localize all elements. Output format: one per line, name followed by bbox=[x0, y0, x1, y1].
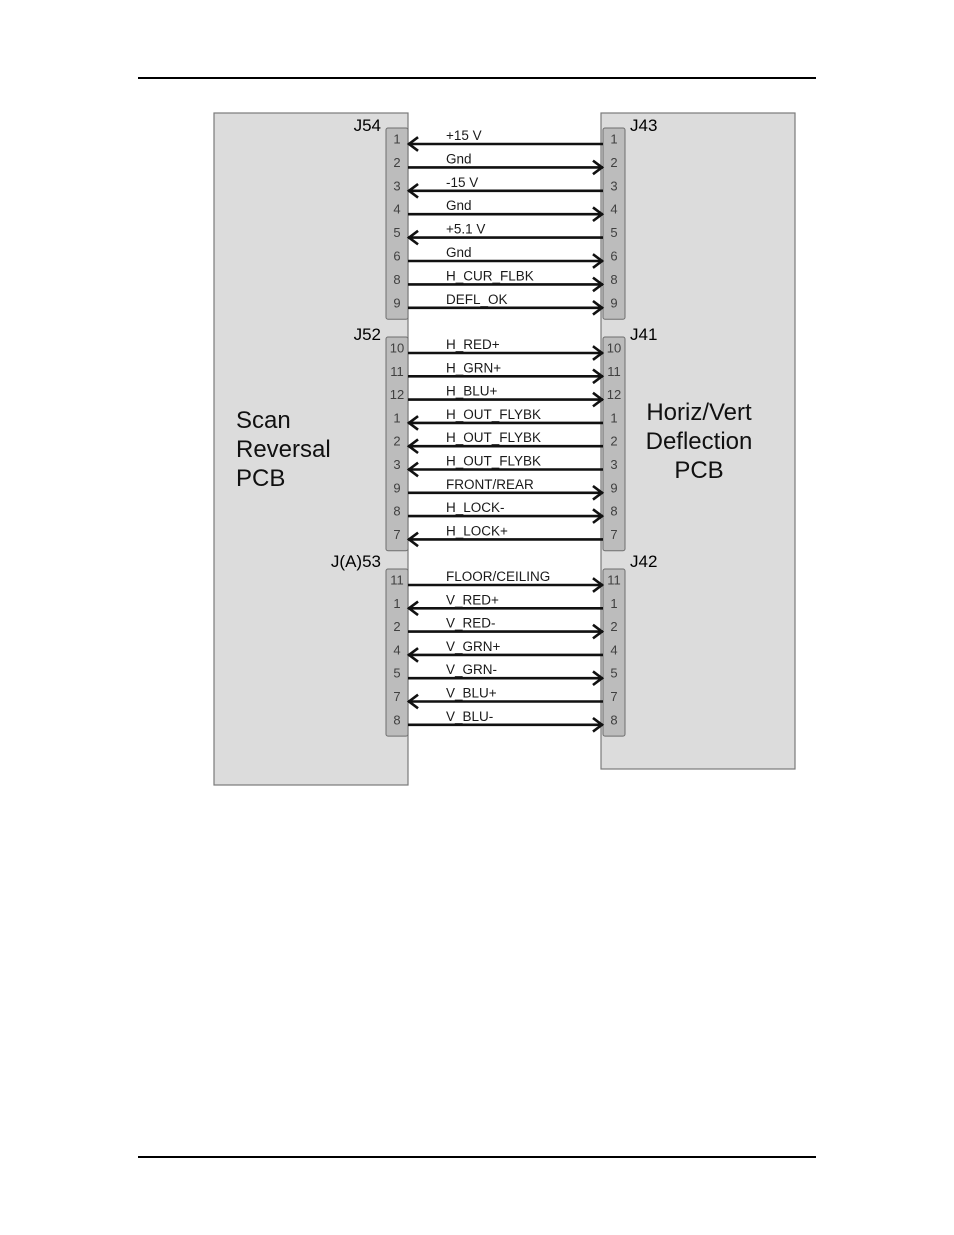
connector-label-J52: J52 bbox=[353, 325, 381, 344]
pin-number-right: 2 bbox=[610, 619, 618, 635]
pin-number-left: 8 bbox=[393, 271, 401, 287]
pin-number-left: 1 bbox=[393, 410, 401, 426]
pin-number-right: 5 bbox=[610, 225, 618, 241]
pin-number-right: 9 bbox=[610, 295, 618, 311]
pin-number-right: 7 bbox=[610, 526, 618, 542]
pin-number-right: 7 bbox=[610, 689, 618, 704]
pin-number-right: 3 bbox=[610, 178, 618, 194]
signal-name: Gnd bbox=[446, 151, 472, 167]
pin-number-left: 3 bbox=[393, 178, 401, 194]
pin-number-right: 9 bbox=[610, 480, 618, 496]
pin-number-left: 9 bbox=[393, 480, 401, 496]
pin-number-left: 2 bbox=[393, 154, 401, 170]
signal-name: H_OUT_FLYBK bbox=[446, 406, 542, 422]
pin-number-right: 4 bbox=[610, 642, 618, 658]
pin-number-left: 1 bbox=[393, 595, 401, 611]
connector-label-J41: J41 bbox=[630, 325, 658, 344]
pin-number-right: 4 bbox=[610, 201, 618, 217]
pin-number-left: 7 bbox=[393, 526, 401, 542]
pin-number-left: 7 bbox=[393, 689, 401, 704]
connector-label-J(A)53: J(A)53 bbox=[330, 552, 381, 571]
signal-name: V_RED+ bbox=[446, 592, 499, 608]
pin-number-right: 3 bbox=[610, 457, 618, 472]
signal-name: -15 V bbox=[446, 174, 479, 190]
signal-name: H_LOCK- bbox=[446, 500, 505, 516]
signal-name: +5.1 V bbox=[446, 221, 486, 237]
pin-number-right: 1 bbox=[610, 410, 618, 426]
pin-number-left: 11 bbox=[390, 363, 404, 379]
pin-number-right: 1 bbox=[610, 131, 618, 147]
pin-number-left: 10 bbox=[389, 340, 405, 356]
pin-number-left: 12 bbox=[389, 387, 405, 403]
signal-name: V_BLU+ bbox=[446, 685, 497, 701]
pin-number-left: 5 bbox=[393, 665, 401, 681]
pin-number-left: 2 bbox=[393, 619, 401, 635]
pin-number-right: 8 bbox=[610, 503, 618, 519]
pin-number-left: 9 bbox=[393, 295, 401, 311]
signal-name: FLOOR/CEILING bbox=[446, 569, 551, 584]
connector-label-J42: J42 bbox=[630, 552, 658, 571]
signal-name: V_GRN+ bbox=[446, 638, 501, 654]
connector-label-J43: J43 bbox=[630, 116, 658, 135]
pin-number-right: 5 bbox=[610, 665, 618, 681]
signal-name: Gnd bbox=[446, 198, 472, 214]
right-board-name-line-2: Deflection bbox=[645, 428, 753, 455]
pin-number-right: 8 bbox=[610, 271, 618, 287]
left-board-name-line-1: Scan bbox=[236, 407, 291, 434]
pin-number-left: 4 bbox=[393, 201, 401, 217]
signal-name: +15 V bbox=[446, 128, 482, 143]
pin-number-left: 4 bbox=[393, 642, 401, 658]
signal-name: H_LOCK+ bbox=[446, 523, 508, 539]
pin-number-right: 2 bbox=[610, 154, 618, 170]
right-board-name-line-1: Horiz/Vert bbox=[646, 399, 752, 426]
pin-number-right: 8 bbox=[610, 712, 618, 728]
signal-name: H_BLU+ bbox=[446, 383, 498, 399]
signal-name: H_CUR_FLBK bbox=[446, 268, 534, 284]
signal-name: Gnd bbox=[446, 245, 472, 260]
pin-number-left: 3 bbox=[393, 457, 401, 472]
pin-number-left: 1 bbox=[393, 131, 401, 147]
pin-number-left: 6 bbox=[393, 248, 401, 264]
signal-name: V_BLU- bbox=[446, 708, 494, 724]
pin-number-right: 12 bbox=[606, 387, 622, 403]
signal-name: V_GRN- bbox=[446, 662, 498, 678]
signal-name: DEFL_OK bbox=[446, 291, 508, 307]
signal-name: V_RED- bbox=[446, 615, 496, 631]
pin-number-right: 2 bbox=[610, 433, 618, 449]
signal-name: H_RED+ bbox=[446, 337, 500, 352]
pin-number-left: 11 bbox=[390, 572, 404, 588]
connector-label-J54: J54 bbox=[353, 116, 381, 135]
pin-number-right: 10 bbox=[606, 340, 622, 356]
right-board-name-line-3: PCB bbox=[674, 457, 724, 484]
pin-number-right: 6 bbox=[610, 248, 618, 264]
pin-number-right: 1 bbox=[610, 595, 618, 611]
signal-name: H_GRN+ bbox=[446, 360, 502, 376]
pin-number-left: 5 bbox=[393, 225, 401, 241]
pin-number-left: 8 bbox=[393, 503, 401, 519]
left-board-name-line-2: Reversal bbox=[236, 436, 331, 463]
left-board-name-line-3: PCB bbox=[236, 465, 286, 492]
pin-number-left: 8 bbox=[393, 712, 401, 728]
pin-number-right: 11 bbox=[607, 572, 621, 588]
pin-number-left: 2 bbox=[393, 433, 401, 449]
signal-name: FRONT/REAR bbox=[446, 476, 534, 492]
signal-name: H_OUT_FLYBK bbox=[446, 453, 542, 469]
pin-number-right: 11 bbox=[607, 363, 621, 379]
signal-name: H_OUT_FLYBK bbox=[446, 430, 542, 446]
